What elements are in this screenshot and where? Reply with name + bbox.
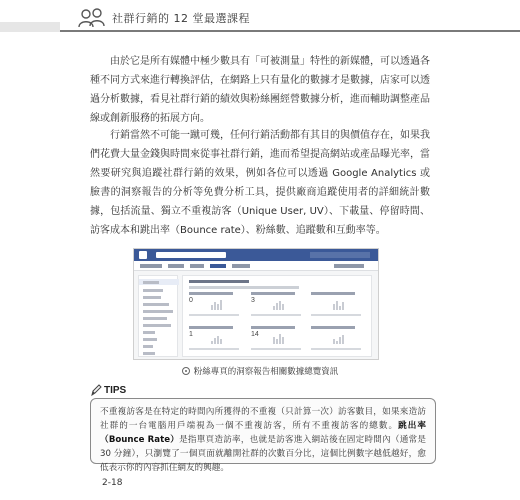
metric-title <box>251 292 295 295</box>
page-number: 2-18 <box>102 478 123 488</box>
tab-bar <box>140 264 162 268</box>
sidebar-item <box>143 310 173 313</box>
mini-chart-icon <box>273 300 285 310</box>
mini-chart-icon <box>333 334 345 344</box>
mini-chart-icon <box>211 334 223 344</box>
mini-chart-icon <box>333 300 345 310</box>
metric-card <box>189 326 249 356</box>
metric-note <box>311 314 361 316</box>
bullet-icon <box>182 367 190 375</box>
people-icon <box>78 8 106 28</box>
metric-card <box>189 292 249 322</box>
mini-chart-icon <box>273 334 285 344</box>
metric-note <box>189 314 239 316</box>
insights-overview-panel <box>182 275 372 357</box>
metric-note <box>251 314 301 316</box>
insights-screenshot <box>133 248 379 360</box>
metric-value: 1 <box>189 331 193 338</box>
header-shade <box>0 22 60 32</box>
metric-note <box>251 348 301 350</box>
tips-label: TIPS <box>104 385 127 396</box>
panel-heading <box>189 280 249 283</box>
sidebar-item <box>143 345 153 348</box>
figure-caption <box>0 365 520 377</box>
body-paragraph-1 <box>90 52 430 128</box>
sidebar-item <box>143 303 169 306</box>
metric-card <box>251 326 311 356</box>
chapter-title: 社群行銷的 12 堂最選課程 <box>112 12 250 25</box>
metric-note <box>189 348 239 350</box>
sidebar-item <box>143 317 167 320</box>
facebook-logo-icon <box>139 251 147 259</box>
sidebar-item <box>143 324 171 327</box>
metric-card <box>311 292 371 322</box>
tips-text: 不重複訪客是在特定的時間內所獲得的不重複（只計算一次）訪客數目，如果來造訪社群的一台電腦用戶端視為一個不重複訪客，所有不重複訪客的總數。 <box>100 407 426 431</box>
caption-text: 粉絲專頁的洞察報告相關數據總覽資訊 <box>193 367 339 377</box>
paragraph-text: 由於它是所有媒體中極少數具有「可被測量」特性的新媒體，可以透過各種不同方式來進行轉換評估，在網路上只有量化的數據才是數據，店家可以透過分析數據，看見社群行銷的績效與粉絲團經營數據分析，進而輔助調整產品線或創新服務的拓展方向。 <box>90 56 430 124</box>
header-rule <box>60 30 520 32</box>
body-paragraph-2 <box>90 126 430 240</box>
metric-title <box>189 326 233 329</box>
metric-title <box>311 326 355 329</box>
metric-title <box>311 292 355 295</box>
sidebar-item <box>143 338 157 341</box>
sidebar-item <box>143 331 155 334</box>
mini-chart-icon <box>211 300 223 310</box>
tab-bar <box>232 264 250 268</box>
facebook-top-menu <box>310 252 370 258</box>
tab-bar <box>334 264 364 268</box>
tips-text: 是指單頁造訪率，也就是訪客進入網站後在固定時間內（通常是 30 分鐘），只瀏覽了一個頁面就離開社群的次數百分比，這個比例數字越低越好，愈低表示你的內容抓住網友的興趣。 <box>100 435 426 473</box>
sidebar-item <box>143 289 163 292</box>
pencil-icon <box>90 383 103 397</box>
metric-value: 3 <box>251 297 255 304</box>
facebook-page-tabs <box>134 261 378 271</box>
tips-bold-term: 跳出率（Bounce Rate） <box>100 421 426 445</box>
insights-sidebar <box>138 275 178 357</box>
metric-note <box>311 348 361 350</box>
metric-value: 14 <box>251 331 259 338</box>
tab-bar <box>168 264 184 268</box>
sidebar-item <box>143 296 161 299</box>
metric-title <box>251 326 295 329</box>
tab-bar-active <box>210 264 226 268</box>
facebook-search-bar <box>156 252 226 258</box>
metric-card <box>251 292 311 322</box>
sidebar-item <box>143 281 159 284</box>
tab-bar <box>190 264 204 268</box>
metric-value: 0 <box>189 297 193 304</box>
panel-subheading <box>189 286 299 289</box>
paragraph-text: 行銷當然不可能一蹴可幾，任何行銷活動都有其目的與價值存在，如果我們花費大量金錢與時間來從事社群行銷，進而希望提高網站或產品曝光率，當然要研究與追蹤社群行銷的效果，例如各位可以透過 Google Analytics 或臉書的洞察報告的分析等免費分析工具，提供廠商追蹤使用者的詳細統計數據，包括流量、獨立不重複訪客（Unique User, UV）、下載量、停留時間、訪客成本和跳出率（Bounce rate）、粉絲數、追蹤數和互動率等。 <box>90 130 430 236</box>
sidebar-item <box>143 352 155 355</box>
facebook-topbar <box>134 249 378 261</box>
metric-title <box>189 292 233 295</box>
metric-card <box>311 326 371 356</box>
tips-box <box>90 398 436 473</box>
